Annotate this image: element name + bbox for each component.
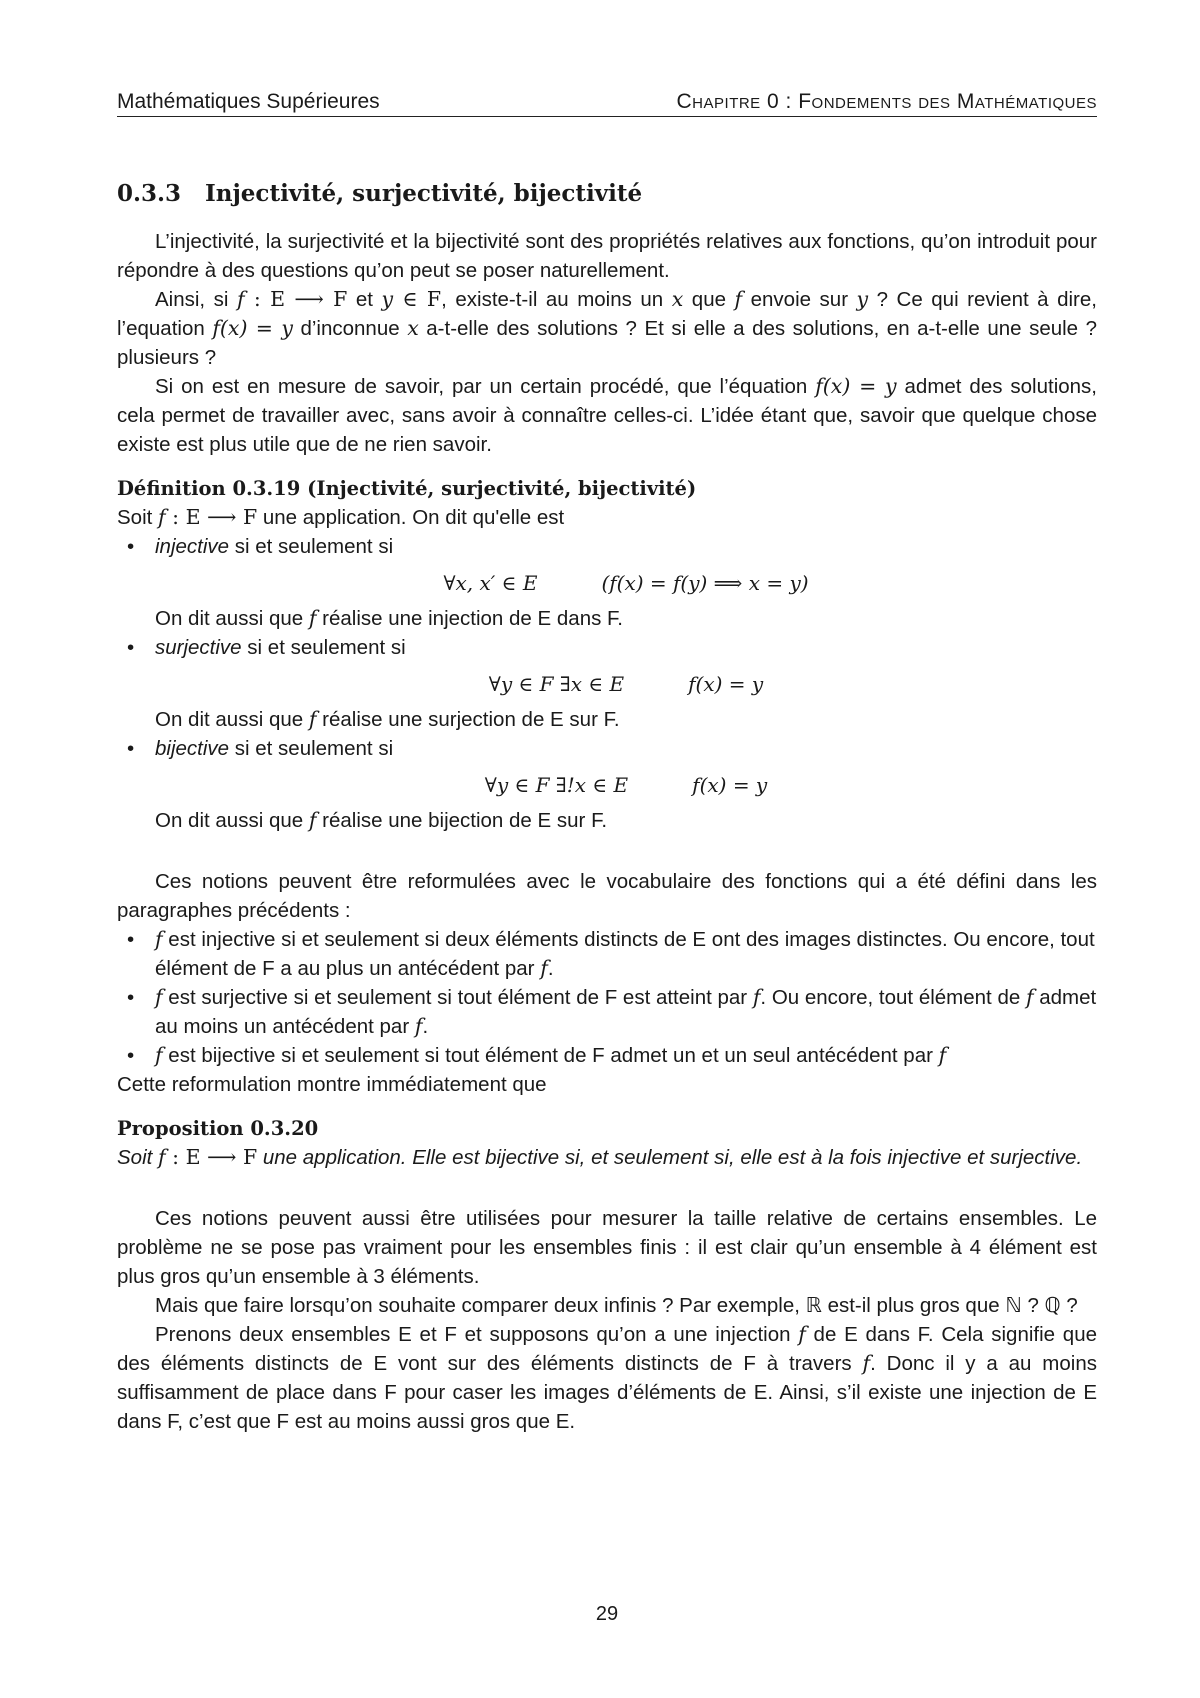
text-run: si et seulement si (229, 737, 394, 760)
running-header (117, 86, 1097, 117)
definition-item-injective (117, 532, 1097, 633)
formula-body: f(x) = y (688, 672, 764, 696)
list-item (117, 1041, 1097, 1070)
text-run: est surjective si et seulement si tout élément de F est atteint par (162, 986, 753, 1009)
text-run: a-t-elle des solutions ? Et si elle a des solutions, en a-t-elle une seule ? plusieurs ? (117, 317, 1098, 369)
math-f: f (155, 985, 163, 1009)
math-equation: f(x) = y (212, 316, 293, 340)
formula-quantifier: ∀x, x′ ∈ E (443, 571, 538, 595)
proposition-statement (117, 1143, 1097, 1172)
definition-item-surjective (117, 633, 1097, 734)
formula-quantifier: ∀y ∈ F ∃!x ∈ E (484, 773, 629, 797)
list-item (117, 925, 1097, 983)
math-f: f (158, 1145, 166, 1169)
text-run: Si on est en mesure de savoir, par un certain procédé, que l’équation (155, 375, 816, 398)
math-mapping: : E ⟶ F (244, 287, 348, 311)
page-number: 29 (595, 1603, 619, 1625)
math-mapping: : E ⟶ F (165, 1145, 258, 1169)
math-f: f (734, 287, 743, 311)
text-run: de E dans F. Cela signifie que des éléments distincts de E vont sur des éléments distincts de F à travers (117, 1323, 1097, 1375)
intro-paragraph-2 (117, 285, 1097, 372)
text-run: d’inconnue (292, 317, 408, 340)
text-run: si et seulement si (229, 535, 394, 558)
text-run: . Donc il y a au moins suffisamment de place dans F pour caser les images d’éléments de E. Ainsi, s’il existe une injection de E dans F, c’est que F est au moins aussi gros que E. (117, 1352, 1097, 1433)
math-y: y (856, 287, 869, 311)
text-run: . (422, 1015, 429, 1038)
text-run: On dit aussi que (155, 809, 309, 832)
formula-quantifier: ∀y ∈ F ∃x ∈ E (488, 672, 625, 696)
math-f: f (752, 985, 761, 1009)
section-number: 0.3.3 (117, 180, 182, 207)
definition-list (117, 532, 1097, 835)
definition-lead (117, 503, 1097, 532)
formula-injective (155, 561, 1097, 604)
reformulation-outro: Cette reformulation montre immédiatement que (117, 1073, 547, 1096)
text-run: si et seulement si (241, 636, 406, 659)
intro-paragraph-1: L’injectivité, la surjectivité et la bijectivité sont des propriétés relatives aux fonctions, qu’on introduit pour répondre à des questions qu’on peut se poser naturellement. (117, 230, 1097, 282)
sizes-paragraph-1: Ces notions peuvent aussi être utilisées pour mesurer la taille relative de certains ensembles. Le problème ne se pose pas vraiment pour les ensembles finis : il est clair qu’un ensemble à 4 élément est plus gros qu’un ensemble à 3 éléments. (117, 1207, 1097, 1288)
definition-title: Définition 0.3.19 (Injectivité, surjectivité, bijectivité) (117, 477, 697, 500)
math-x: x (407, 316, 419, 340)
text-run: , existe-t-il au moins un (441, 288, 672, 311)
math-x: x (671, 287, 684, 311)
text-run: réalise une bijection de E sur F. (316, 809, 608, 832)
section-title: Injectivité, surjectivité, bijectivité (205, 180, 643, 207)
definition-item-bijective (117, 734, 1097, 835)
proposition-title: Proposition 0.3.20 (117, 1117, 319, 1140)
formula-surjective (155, 662, 1097, 705)
text-run: On dit aussi que (155, 607, 309, 630)
header-book-title: Mathématiques Supérieures (117, 90, 380, 113)
math-membership: ∈ F (393, 287, 442, 311)
text-run: admet des solutions, cela permet de travailler avec, sans avoir à connaître celles-ci. L’idée étant que, savoir que quelque chose existe est plus utile que de ne rien savoir. (117, 375, 1097, 456)
sizes-paragraph-3 (117, 1320, 1097, 1436)
math-f: f (308, 808, 317, 832)
math-y: y (381, 287, 394, 311)
text-run: réalise une injection de E dans F. (316, 607, 623, 630)
math-f: f (308, 707, 317, 731)
text-run: admet au moins un antécédent par (155, 986, 1097, 1038)
section-heading (117, 180, 642, 207)
intro-paragraph-3 (117, 372, 1097, 459)
math-equation: f(x) = y (815, 374, 897, 398)
text-run: Soit (117, 1146, 159, 1169)
formula-bijective (155, 763, 1097, 806)
text-run: . Ou encore, tout élément de (760, 986, 1026, 1009)
text-run: . (547, 957, 554, 980)
text-run: est bijective si et seulement si tout élément de F admet un et un seul antécédent par (162, 1044, 939, 1067)
text-run: Prenons deux ensembles E et F et supposons qu’on a une injection (155, 1323, 799, 1346)
text-run: ? Ce qui revient à dire, l’equation (117, 288, 1097, 340)
formula-body: (f(x) = f(y) ⟹ x = y) (601, 571, 809, 595)
page-body (117, 227, 1097, 1436)
math-f: f (155, 927, 163, 951)
text-run: envoie sur (742, 288, 857, 311)
text-run: est injective si et seulement si deux éléments distincts de E ont des images distinctes. Ou encore, tout élément de F a au plus un antécédent par (155, 928, 1095, 980)
reformulation-intro: Ces notions peuvent être reformulées avec le vocabulaire des fonctions qui a été défini dans les paragraphes précédents : (117, 870, 1097, 922)
math-f: f (414, 1014, 423, 1038)
math-f: f (308, 606, 317, 630)
math-f: f (862, 1351, 871, 1375)
reformulation-list (117, 925, 1097, 1070)
math-f: f (236, 287, 245, 311)
proposition-block (117, 1114, 1097, 1172)
math-f: f (1025, 985, 1034, 1009)
text-run: une application. On dit qu'elle est (257, 506, 565, 529)
text-run: Soit (117, 506, 159, 529)
text-run: une application. Elle est bijective si, et seulement si, elle est à la fois injective et surjective. (257, 1146, 1083, 1169)
text-run: On dit aussi que (155, 708, 309, 731)
math-f: f (155, 1043, 163, 1067)
formula-body: f(x) = y (692, 773, 768, 797)
text-run: et (347, 288, 382, 311)
math-f: f (938, 1043, 947, 1067)
math-mapping: : E ⟶ F (165, 505, 258, 529)
header-chapter-title: Chapitre 0 : Fondements des Mathématiques (676, 90, 1097, 113)
math-f: f (158, 505, 166, 529)
definition-block (117, 474, 1097, 835)
term-surjective: surjective (155, 636, 242, 659)
sizes-paragraph-2: Mais que faire lorsqu’on souhaite comparer deux infinis ? Par exemple, ℝ est-il plus gros que ℕ ? ℚ ? (155, 1294, 1078, 1317)
term-bijective: bijective (155, 737, 230, 760)
math-f: f (540, 956, 548, 980)
term-injective: injective (155, 535, 230, 558)
text-run: Ainsi, si (155, 288, 237, 311)
list-item (117, 983, 1097, 1041)
text-run: que (683, 288, 735, 311)
text-run: réalise une surjection de E sur F. (316, 708, 620, 731)
math-f: f (798, 1322, 806, 1346)
